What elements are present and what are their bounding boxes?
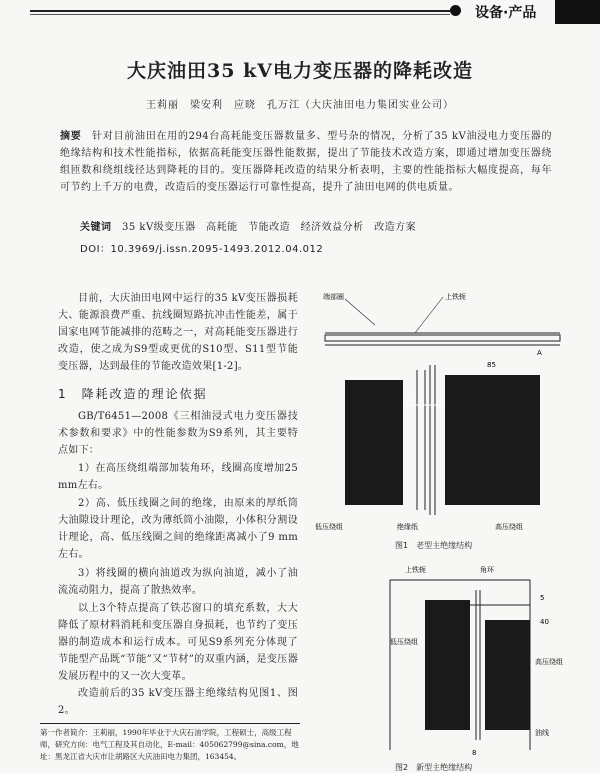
figure-2-diagram bbox=[330, 560, 570, 760]
fig1-label-upper-yoke: 上铁轭 bbox=[445, 293, 466, 301]
article-authors: 王莉丽 梁安利 应晓 孔万江（大庆油田电力集团实业公司） bbox=[146, 100, 454, 111]
list-item-1: 1）在高压绕组端部加装角环，线圈高度增加25 mm左右。 bbox=[58, 463, 298, 491]
section1-paragraph: GB/T6451—2008《三相油浸式电力变压器技术参数和要求》中的性能参数为S9系列，其主要特点如下： bbox=[58, 411, 298, 456]
section-label: 设备·产品 bbox=[475, 5, 537, 21]
list-item-2: 2）高、低压线圈之间的绝缘，由原来的厚纸筒大油隙设计理论，改为薄纸筒小油隙，小体积分割设计理论，高、低压线圈之间的绝缘距离减小了9 mm左右。 bbox=[58, 498, 298, 560]
figure-1-caption: 图1 老型主绝缘结构 bbox=[395, 541, 473, 550]
footnote: 第一作者简介：王莉丽，1990年毕业于大庆石油学院，工程硕士，高级工程师，研究方向：电气工程及其自动化，E-mail：405062799@sina.com，地址：黑龙江省大庆市让胡路区大庆油田电力集团，163454。 bbox=[40, 728, 299, 761]
fig2-label-angle-ring: 角环 bbox=[480, 566, 494, 574]
section1-heading: 1 降耗改造的理论依据 bbox=[58, 387, 208, 401]
fig2-label-40: 40 bbox=[540, 618, 549, 626]
abstract-text: 针对目前油田在用的294台高耗能变压器数量多、型号杂的情况，分析了35 kV油浸电力变压器的绝缘结构和技术性能指标，依据高耗能变压器性能数据，提出了节能技术改造方案，即通过增加变压器绕组匝数和绕组线径达到降耗的目的。变压器降耗改造的结果分析表明，主要的性能指标大幅度提高，每年可节约上千万的电费，改造后的变压器运行可靠性提高，提升了油田电网的供电质量。 bbox=[60, 131, 553, 193]
intro-paragraph: 目前，大庆油田电网中运行的35 kV变压器损耗大、能源浪费严重、抗线圈短路抗冲击性能差，属于国家电网节能减排的范畴之一，对高耗能变压器进行改造，使之成为S9型或更优的S10型、S11型节能变压器，达到最佳的节能改造效果[1-2]。 bbox=[58, 293, 298, 372]
figure-1-diagram bbox=[315, 285, 575, 535]
fig2-label-5: 5 bbox=[540, 594, 545, 602]
doi: DOI：10.3969/j.issn.2095-1493.2012.04.012 bbox=[80, 244, 324, 255]
article-title: 大庆油田35 kV电力变压器的降耗改造 bbox=[127, 60, 473, 82]
keywords bbox=[80, 218, 550, 233]
corner-block bbox=[555, 0, 600, 24]
paragraph-summary: 以上3个特点提高了铁芯窗口的填充系数，大大降低了原材料消耗和变压器自身损耗，也节约了变压器的制造成本和运行成本。可见S9系列充分体现了节能型产品既“节能”又“节材”的双重内涵，是变压器发展历程中的又一次大变革。 bbox=[58, 603, 298, 682]
fig2-label-oil-gap: 油线 bbox=[535, 729, 549, 737]
fig2-low-coil bbox=[425, 600, 470, 730]
footnote-rule bbox=[40, 723, 300, 724]
list-item-3: 3）将线圈的横向油道改为纵向油道，减小了油流流动阻力，提高了散热效率。 bbox=[58, 568, 298, 596]
fig2-label-8: 8 bbox=[472, 749, 477, 757]
header-rule bbox=[30, 10, 450, 12]
fig1-upper-yoke bbox=[325, 335, 560, 341]
fig1-label-low-coil: 低压绕组 bbox=[315, 523, 343, 531]
fig1-label-27: 27 bbox=[405, 396, 414, 404]
fig1-high-coil bbox=[445, 375, 540, 505]
fig1-label-85: 85 bbox=[487, 361, 496, 369]
fig2-label-high-coil: 高压绕组 bbox=[535, 658, 563, 666]
fig2-label-upper-yoke: 上铁轭 bbox=[405, 566, 426, 574]
paragraph-figures: 改造前后的35 kV变压器主绝缘结构见图1、图2。 bbox=[58, 688, 298, 716]
fig1-label-high-coil: 高压绕组 bbox=[495, 523, 523, 531]
abstract-label: 摘要 bbox=[60, 131, 82, 142]
figure-2-caption: 图2 新型主绝缘结构 bbox=[395, 763, 473, 772]
fig1-label-paper: 绝缘纸 bbox=[397, 523, 418, 531]
fig1-low-coil bbox=[345, 380, 403, 505]
abstract bbox=[60, 128, 552, 196]
fig1-label-clamp: 端部圈 bbox=[323, 293, 344, 301]
fig2-label-low-coil: 低压绕组 bbox=[390, 638, 418, 646]
keywords-text: 35 kV级变压器 高耗能 节能改造 经济效益分析 改造方案 bbox=[122, 222, 417, 233]
fig1-leader bbox=[415, 297, 443, 333]
header-rule-thin bbox=[30, 14, 450, 15]
header-dot-icon bbox=[450, 5, 461, 16]
keywords-label: 关键词 bbox=[80, 222, 112, 233]
fig1-leader bbox=[345, 299, 375, 325]
fig1-label-a: A bbox=[537, 349, 542, 357]
fig2-high-coil bbox=[485, 620, 530, 730]
